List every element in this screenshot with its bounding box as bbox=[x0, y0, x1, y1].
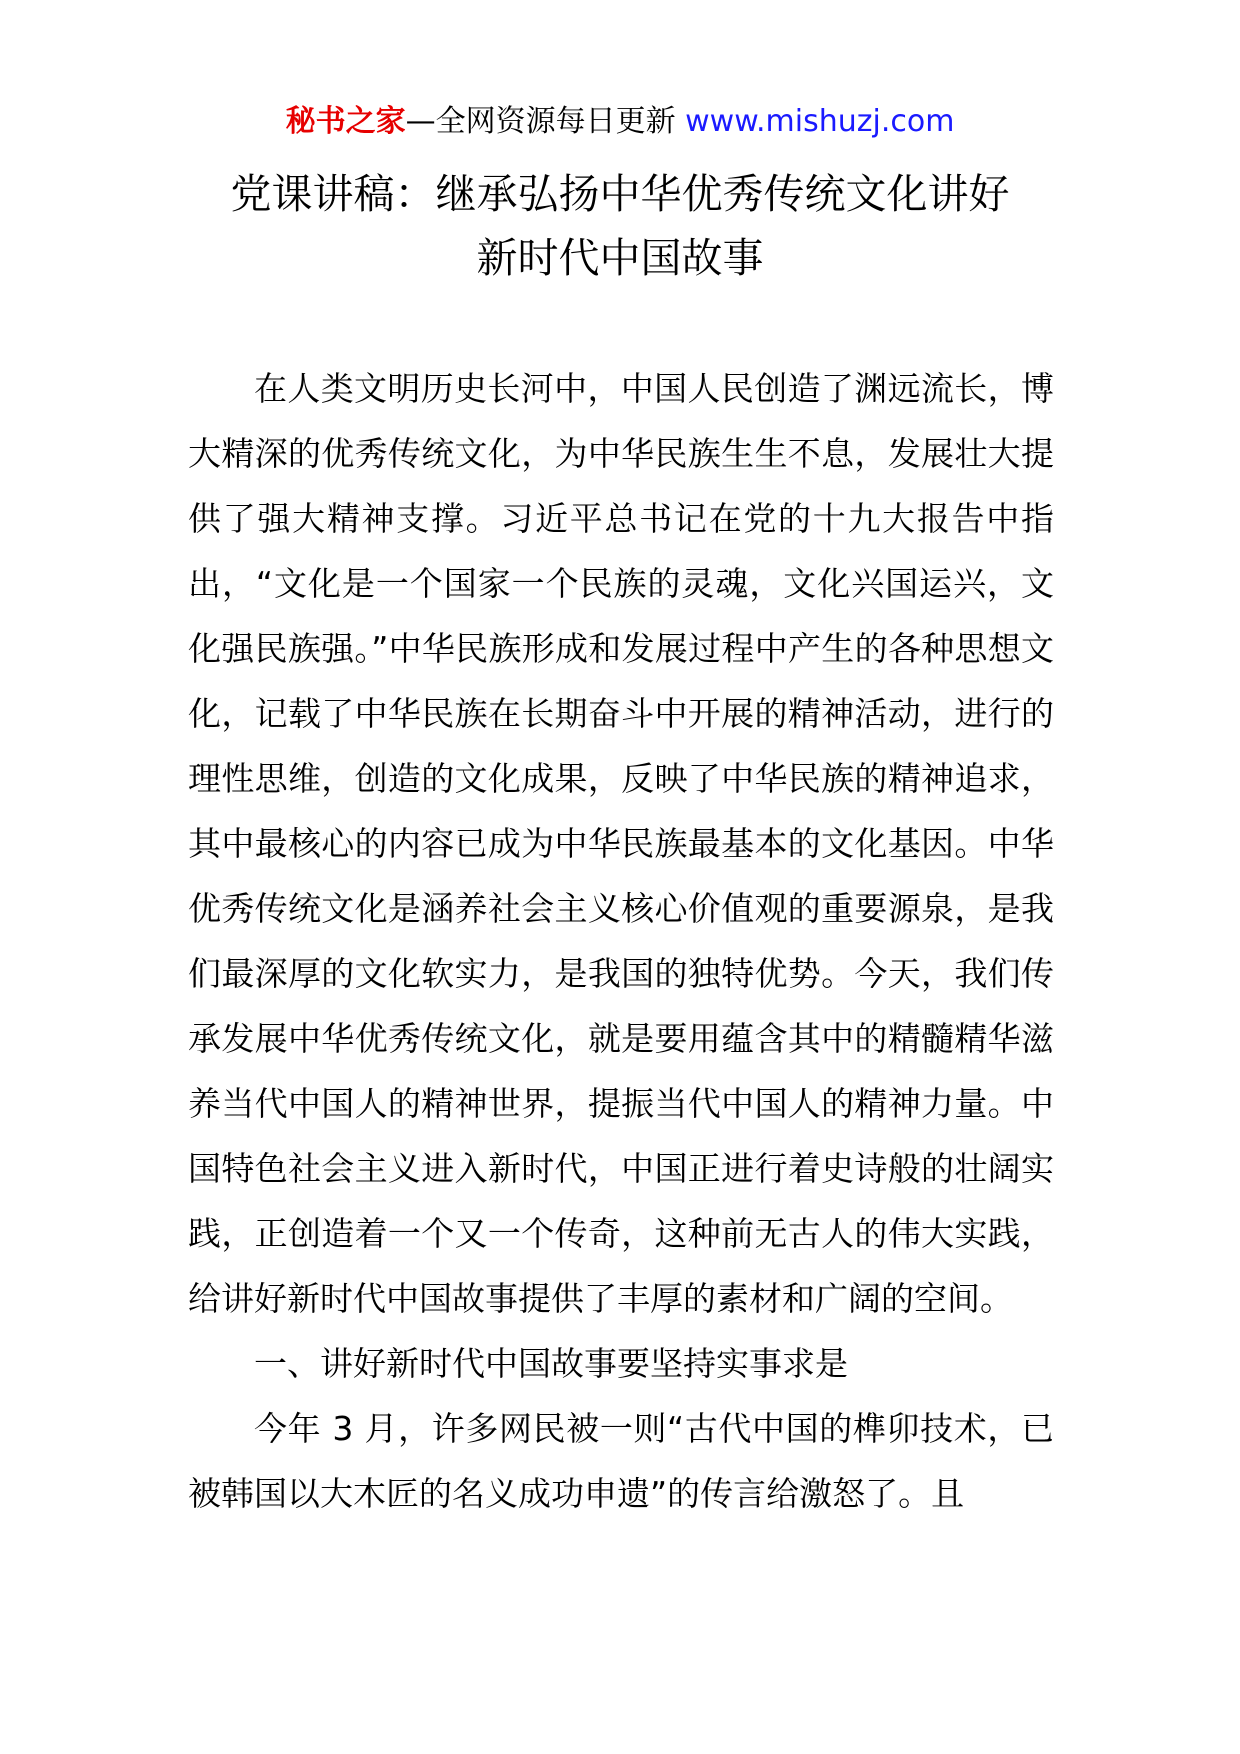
body-paragraph-2: 今年 3 月，许多网民被一则“古代中国的榫卯技术，已被韩国以大木匠的名义成功申遗”的传言给激怒了。且 bbox=[188, 1409, 1054, 1513]
document-title bbox=[140, 162, 1100, 290]
header-tagline: —全网资源每日更新 bbox=[405, 104, 686, 139]
document-body bbox=[188, 356, 1054, 1526]
section-heading-1: 一、讲好新时代中国故事要坚持实事求是 bbox=[254, 1344, 848, 1383]
title-line-1: 党课讲稿：继承弘扬中华优秀传统文化讲好 bbox=[230, 170, 1010, 218]
title-line-2: 新时代中国故事 bbox=[476, 234, 764, 282]
body-paragraph-1: 在人类文明历史长河中，中国人民创造了渊远流长，博大精深的优秀传统文化，为中华民族生生不息，发展壮大提供了强大精神支撑。习近平总书记在党的十九大报告中指出，“文化是一个国家一个民族的灵魂，文化兴国运兴，文化强民族强。”中华民族形成和发展过程中产生的各种思想文化，记载了中华民族在长期奋斗中开展的精神活动，进行的理性思维，创造的文化成果，反映了中华民族的精神追求，其中最核心的内容已成为中华民族最基本的文化基因。中华优秀传统文化是涵养社会主义核心价值观的重要源泉，是我们最深厚的文化软实力，是我国的独特优势。今天，我们传承发展中华优秀传统文化，就是要用蕴含其中的精髓精华滋养当代中国人的精神世界，提振当代中国人的精神力量。中国特色社会主义进入新时代，中国正进行着史诗般的壮阔实践，正创造着一个又一个传奇，这种前无古人的伟大实践，给讲好新时代中国故事提供了丰厚的素材和广阔的空间。 bbox=[188, 369, 1054, 1318]
brand-name: 秘书之家 bbox=[285, 104, 406, 139]
site-url-link[interactable]: www.mishuzj.com bbox=[685, 104, 955, 139]
site-header bbox=[0, 100, 1240, 144]
